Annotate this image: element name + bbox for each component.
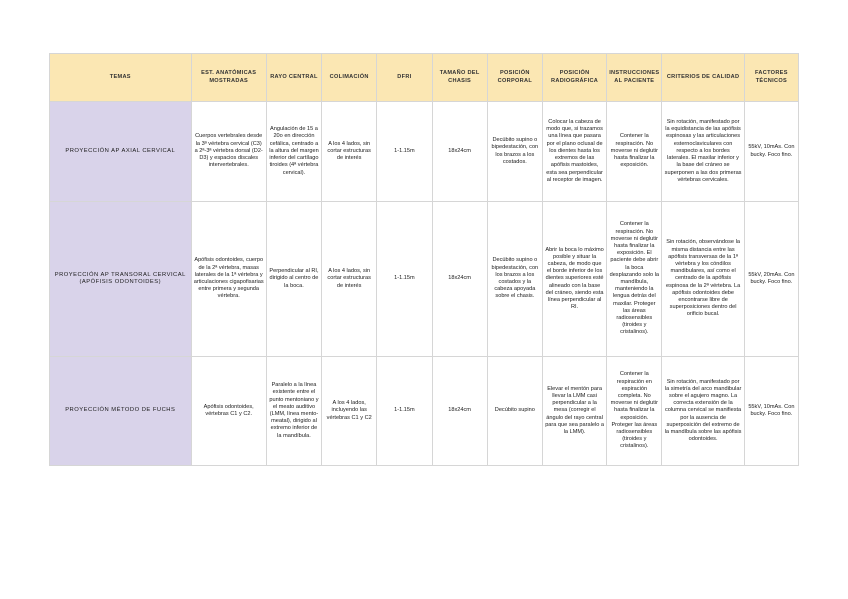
cell-instrucciones: Contener la respiración. No moverse ni deglutir hasta finalizar la exposición. El paciente debe abrir la boca desplazando solo la mandíbula, manteniendo la lengua detrás del maxilar. Proteger las áreas radiosensibles (tiroides y cristalinos).	[607, 202, 662, 357]
cell-chasis: 18x24cm	[432, 202, 487, 357]
cell-chasis: 18x24cm	[432, 102, 487, 202]
cell-colimacion: A los 4 lados, sin cortar estructuras de interés	[322, 102, 377, 202]
cell-tema: PROYECCIÓN AP TRANSORAL CERVICAL (APÓFISIS ODONTOIDES)	[50, 202, 192, 357]
cell-criterios: Sin rotación, observándose la misma distancia entre las apófisis transversas de la 1ª vértebra y los cóndilos mandibulares, así como el centrado de la apófisis espinosa de la 2ª vértebra. La apófisis odontoides debe encontrarse libre de superposiciones dentro del orificio bucal.	[662, 202, 744, 357]
header-factores: FACTORES TÉCNICOS	[744, 54, 798, 102]
cell-criterios: Sin rotación, manifestado por la simetría del arco mandibular sobre el agujero magno. La correcta extensión de la columna cervical se manifiesta por la ausencia de superposición del extremo de la mandíbula sobre las apófisis odontoides.	[662, 357, 744, 466]
cell-posicion-corporal: Decúbito supino	[487, 357, 542, 466]
radiography-table	[49, 53, 799, 466]
header-temas: TEMAS	[50, 54, 192, 102]
cell-posicion-corporal: Decúbito supino o bipedestación, con los brazos a los costados.	[487, 102, 542, 202]
header-criterios: CRITERIOS DE CALIDAD	[662, 54, 744, 102]
cell-posicion-corporal: Decúbito supino o bipedestación, con los brazos a los costados y la cabeza apoyada sobre el chasis.	[487, 202, 542, 357]
cell-rayo-central: Angulación de 15 a 20o en dirección cefálica, centrado a la altura del margen inferior del cartílago tiroides (4ª vértebra cervical).	[266, 102, 321, 202]
header-row	[50, 54, 799, 102]
cell-rayo-central: Perpendicular al RI, dirigido al centro de la boca.	[266, 202, 321, 357]
header-colimacion: COLIMACIÓN	[322, 54, 377, 102]
cell-posicion-radiografica: Elevar el mentón para llevar la LMM casi perpendicular a la mesa (corregir el ángulo del rayo central para que sea paralelo a la LMM).	[542, 357, 606, 466]
cell-rayo-central: Paralelo a la línea existente entre el punto mentoniano y el meato auditivo (LMM, línea mento-meatal), dirigido al extremo inferior de la mandíbula.	[266, 357, 321, 466]
cell-factores: 55kV, 10mAs. Con bucky. Foco fino.	[744, 102, 798, 202]
table-row	[50, 357, 799, 466]
header-posicion-corporal: POSICIÓN CORPORAL	[487, 54, 542, 102]
cell-estructuras: Cuerpos vertebrales desde la 3ª vértebra cervical (C3) a 2ª-3ª vértebra dorsal (D2-D3) y espacios discales intervertebrales.	[191, 102, 266, 202]
cell-instrucciones: Contener la respiración. No moverse ni deglutir hasta finalizar la exposición.	[607, 102, 662, 202]
cell-instrucciones: Contener la respiración en espiración completa. No moverse ni deglutir hasta finalizar la exposición. Proteger las áreas radiosensibles (tiroides y cristalinos).	[607, 357, 662, 466]
cell-dfri: 1-1.15m	[377, 202, 432, 357]
header-tamano-chasis: TAMAÑO DEL CHASIS	[432, 54, 487, 102]
cell-tema: PROYECCIÓN AP AXIAL CERVICAL	[50, 102, 192, 202]
cell-estructuras: Apófisis odontoides, cuerpo de la 2ª vértebra, masas laterales de la 1ª vértebra y articulaciones cigapofisarias entre primera y segunda vértebra.	[191, 202, 266, 357]
header-rayo-central: RAYO CENTRAL	[266, 54, 321, 102]
cell-posicion-radiografica: Colocar la cabeza de modo que, si trazamos una línea que pasara por el plano oclusal de los dientes hasta los extremos de las apófisis mastoides, esta sea perpendicular al receptor de imagen.	[542, 102, 606, 202]
cell-estructuras: Apófisis odontoides, vértebras C1 y C2.	[191, 357, 266, 466]
cell-factores: 55kV, 20mAs. Con bucky. Foco fino.	[744, 202, 798, 357]
cell-criterios: Sin rotación, manifestado por la equidistancia de las apófisis espinosas y las articulaciones esternoclaviculares con respecto a los bordes laterales. El maxilar inferior y la base del cráneo se superponen a las dos primeras vértebras cervicales.	[662, 102, 744, 202]
header-instrucciones: INSTRUCCIONES AL PACIENTE	[607, 54, 662, 102]
table-row	[50, 202, 799, 357]
cell-chasis: 18x24cm	[432, 357, 487, 466]
header-estructuras: EST. ANATÓMICAS MOSTRADAS	[191, 54, 266, 102]
cell-colimacion: A los 4 lados, sin cortar estructuras de interés	[322, 202, 377, 357]
cell-factores: 55kV, 10mAs. Con bucky. Foco fino.	[744, 357, 798, 466]
cell-colimacion: A los 4 lados, incluyendo las vértebras C1 y C2	[322, 357, 377, 466]
cell-tema: PROYECCIÓN MÉTODO DE FUCHS	[50, 357, 192, 466]
cell-dfri: 1-1.15m	[377, 357, 432, 466]
header-dfri: DFRI	[377, 54, 432, 102]
cell-posicion-radiografica: Abrir la boca lo máximo posible y situar la cabeza, de modo que el borde inferior de los dientes superiores esté alineado con la base del cráneo, siendo esta línea perpendicular al RI.	[542, 202, 606, 357]
header-posicion-radiografica: POSICIÓN RADIOGRÁFICA	[542, 54, 606, 102]
table-row	[50, 102, 799, 202]
cell-dfri: 1-1.15m	[377, 102, 432, 202]
